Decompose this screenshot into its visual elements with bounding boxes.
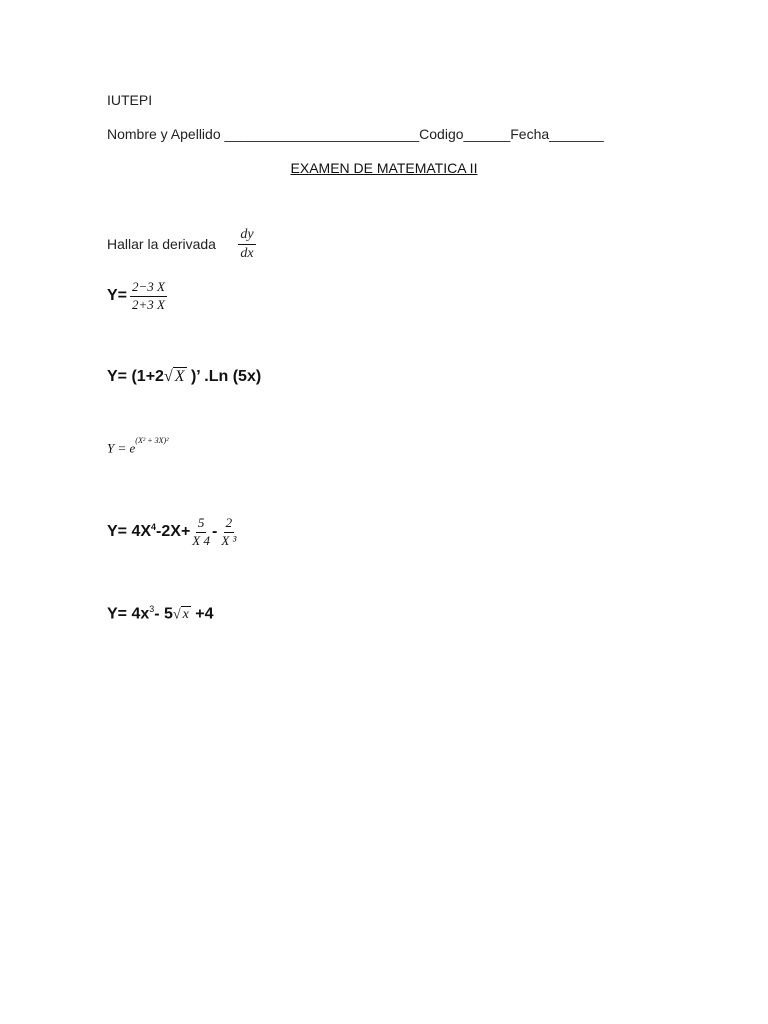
problem-4-exponent: 4: [151, 522, 157, 532]
problem-1-numerator: 2−3 X: [130, 280, 167, 296]
problem-2-sqrt: √ X: [163, 368, 185, 385]
problem-2-radicand: X: [174, 368, 185, 385]
problem-3: [107, 436, 169, 456]
problem-1-fraction: [130, 280, 167, 312]
problem-1-denominator: 2+3 X: [132, 296, 165, 312]
problem-4-numerator-2: 2: [224, 516, 235, 532]
problem-4-lhs: Y= 4X: [107, 523, 152, 540]
derivative-denominator: dx: [240, 245, 254, 261]
problem-4-fraction-1: [190, 516, 212, 548]
problem-5-radicand: x: [182, 607, 189, 623]
institution-name: IUTEPI: [107, 92, 153, 108]
problem-4-mid: -2X+: [156, 523, 191, 540]
problem-4-minus: -: [212, 523, 218, 540]
problem-3-lhs: Y = e: [107, 440, 136, 456]
problem-4-fraction-2: [219, 516, 238, 548]
problem-4: [107, 512, 238, 552]
problem-4-denominator-2: X ³: [221, 532, 237, 548]
problem-4-denominator-1: X 4: [192, 532, 210, 548]
problem-5: [107, 604, 214, 623]
problem-5-rest: +4: [190, 605, 214, 623]
problem-1-lhs: Y=: [107, 287, 128, 304]
problem-2-lhs: Y= (1+2: [107, 368, 164, 385]
problem-5-exponent: 3: [149, 604, 155, 614]
problem-5-mid: - 5: [154, 605, 173, 623]
instruction-row: [107, 226, 256, 262]
problem-4-numerator-1: 5: [196, 516, 207, 532]
problem-5-lhs: Y= 4x: [107, 605, 150, 623]
problem-2-rest: )’ .Ln (5x): [186, 368, 262, 385]
instruction-text: Hallar la derivada: [107, 236, 216, 252]
student-info-line: Nombre y Apellido _________________________Codigo______Fecha_______: [107, 126, 604, 142]
problem-2: [107, 368, 261, 386]
problem-1: [107, 276, 167, 316]
exam-title: EXAMEN DE MATEMATICA II: [290, 160, 478, 176]
problem-5-sqrt: √ x: [172, 607, 189, 623]
derivative-notation: [238, 227, 256, 261]
problem-3-exponent: (X² + 3X)²: [135, 436, 169, 445]
derivative-numerator: dy: [240, 227, 254, 243]
